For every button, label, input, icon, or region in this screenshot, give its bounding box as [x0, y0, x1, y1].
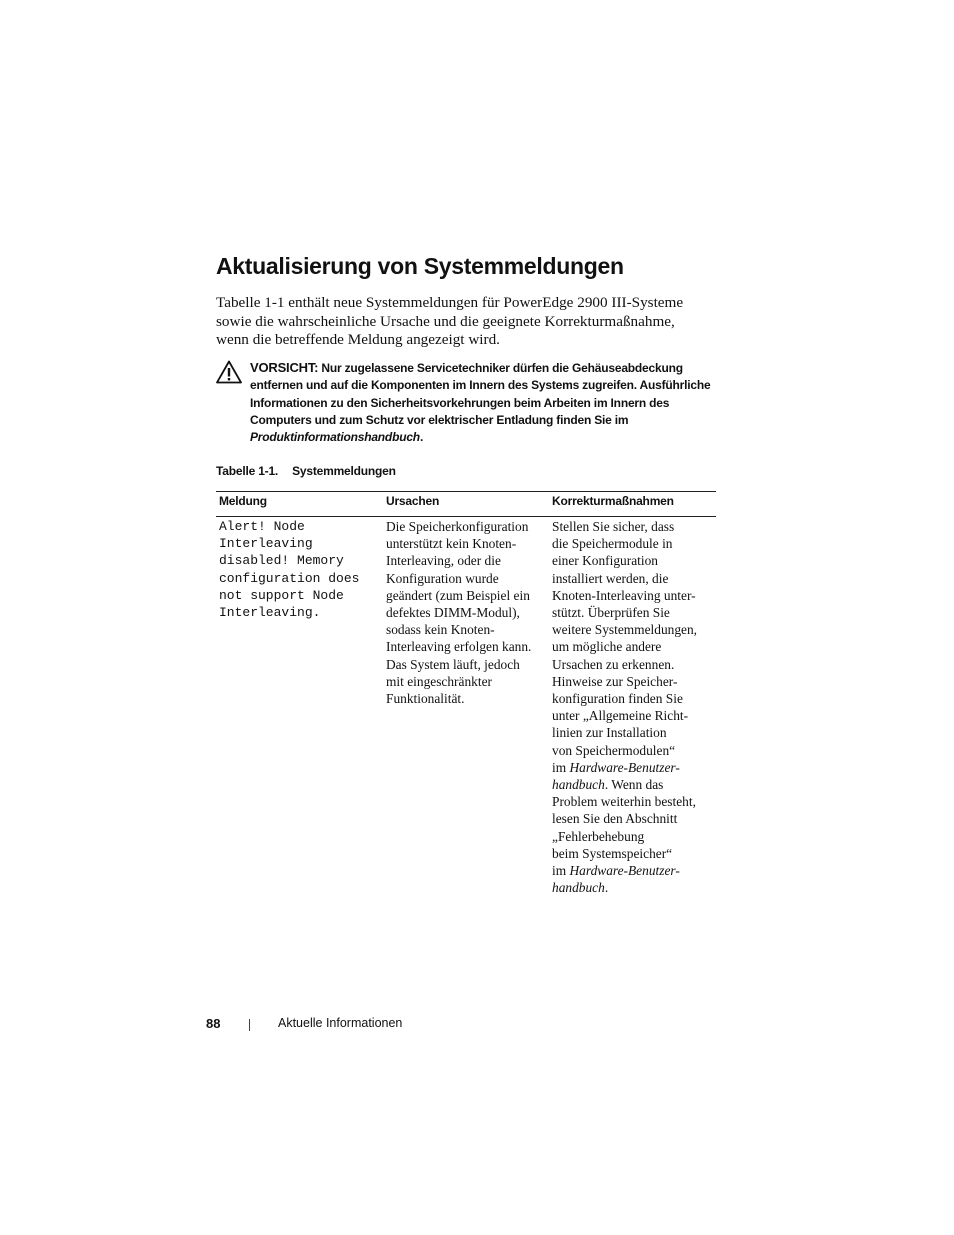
intro-paragraph	[216, 294, 716, 350]
cell-line	[552, 862, 697, 879]
cell-line: defektes DIMM-Modul),	[386, 605, 520, 621]
cell-line: konfiguration finden Sie	[552, 691, 683, 707]
cell-line: Die Speicherkonfiguration	[386, 519, 529, 534]
cell-line: Knoten-Interleaving unter-	[552, 587, 696, 603]
cell-fragment: . Wenn das	[604, 777, 664, 793]
manual-reference: Hardware-Benutzer-	[569, 863, 680, 879]
cell-line: Hinweise zur Speicher-	[552, 673, 678, 689]
cell-fragment: .	[604, 880, 609, 896]
table-top-rule	[216, 491, 716, 492]
cell-line: Konfiguration wurde	[386, 570, 499, 586]
column-header-korrektur: Korrekturmaßnahmen	[552, 494, 674, 508]
caution-notice	[250, 359, 720, 446]
cell-line: unterstützt kein Knoten-	[386, 536, 517, 552]
column-header-ursachen: Ursachen	[386, 494, 440, 508]
cell-line: lesen Sie den Abschnitt	[552, 811, 678, 827]
cell-line: installiert werden, die	[552, 570, 669, 586]
cell-line: disabled! Memory	[219, 553, 344, 569]
column-header-meldung: Meldung	[219, 494, 267, 508]
intro-line: wenn die betreffende Meldung angezeigt wird.	[216, 331, 500, 348]
cell-line: Problem weiterhin besteht,	[552, 794, 696, 810]
cell-line: stützt. Überprüfen Sie	[552, 605, 670, 621]
cell-line: configuration does	[219, 570, 360, 586]
cell-line: Interleaving, oder die	[386, 553, 501, 569]
cell-line: Das System läuft, jedoch	[386, 656, 520, 672]
cell-line: unter „Allgemeine Richt-	[552, 708, 689, 724]
cell-fragment: im	[552, 759, 570, 775]
cell-line: einer Konfiguration	[552, 553, 658, 569]
cell-line: Interleaving.	[219, 605, 321, 621]
cell-line: „Fehlerbehebung	[552, 828, 645, 844]
manual-reference: Produktinformationshandbuch	[250, 430, 420, 445]
cell-line: sodass kein Knoten-	[386, 622, 495, 638]
intro-line: Tabelle 1-1 enthält neue Systemmeldungen für PowerEdge 2900 III-Systeme	[216, 294, 684, 311]
cell-line: Ursachen zu erkennen.	[552, 656, 675, 672]
manual-reference: Hardware-Benutzer-	[569, 759, 680, 775]
caution-text: entfernen und auf die Komponenten im Innern des Systems zugreifen. Ausführliche	[250, 378, 711, 393]
caution-label: VORSICHT:	[250, 360, 319, 375]
cell-fragment: im	[552, 863, 570, 879]
cell-line: linien zur Installation	[552, 725, 667, 741]
footer-section-title: Aktuelle Informationen	[278, 1016, 403, 1030]
cell-line	[552, 776, 697, 793]
cell-line: Interleaving erfolgen kann.	[386, 639, 532, 655]
cell-line: geändert (zum Beispiel ein	[386, 587, 530, 603]
table-caption	[216, 464, 396, 478]
page-title: Aktualisierung von Systemmeldungen	[216, 253, 624, 279]
cell-line: not support Node	[219, 587, 344, 603]
table-caption-title: Systemmeldungen	[292, 464, 396, 478]
cell-line: Funktionalität.	[386, 691, 465, 707]
cell-line: die Speichermodule in	[552, 536, 673, 552]
footer-divider	[249, 1019, 250, 1031]
table-caption-number: Tabelle 1-1.	[216, 464, 279, 478]
intro-line: sowie die wahrscheinliche Ursache und die geeignete Korrekturmaßnahme,	[216, 312, 675, 330]
caution-text: .	[419, 430, 424, 445]
cell-line: beim Systemspeicher“	[552, 845, 673, 861]
manual-reference: handbuch	[552, 880, 605, 896]
caution-triangle-icon	[216, 360, 242, 384]
caution-text: Nur zugelassene Servicetechniker dürfen die Gehäuseabdeckung	[321, 361, 683, 375]
table-cell-ursachen	[386, 518, 531, 707]
cell-line: Interleaving	[219, 536, 313, 552]
page-number: 88	[206, 1016, 221, 1031]
table-cell-meldung	[219, 518, 359, 621]
manual-reference: handbuch	[552, 777, 605, 793]
table-cell-korrektur	[552, 518, 697, 896]
caution-text: Informationen zu den Sicherheitsvorkehrungen beim Arbeiten im Innern des	[250, 395, 670, 410]
cell-line	[552, 759, 697, 776]
cell-line: mit eingeschränkter	[386, 673, 492, 689]
cell-line: von Speichermodulen“	[552, 742, 676, 758]
cell-line	[552, 879, 697, 896]
cell-line: Stellen Sie sicher, dass	[552, 519, 675, 534]
cell-line: weitere Systemmeldungen,	[552, 622, 698, 638]
cell-line: Alert! Node	[219, 519, 305, 534]
cell-line: um mögliche andere	[552, 639, 662, 655]
table-header-rule	[216, 516, 716, 517]
caution-text: Computers und zum Schutz vor elektrischer Entladung finden Sie im	[250, 412, 629, 427]
